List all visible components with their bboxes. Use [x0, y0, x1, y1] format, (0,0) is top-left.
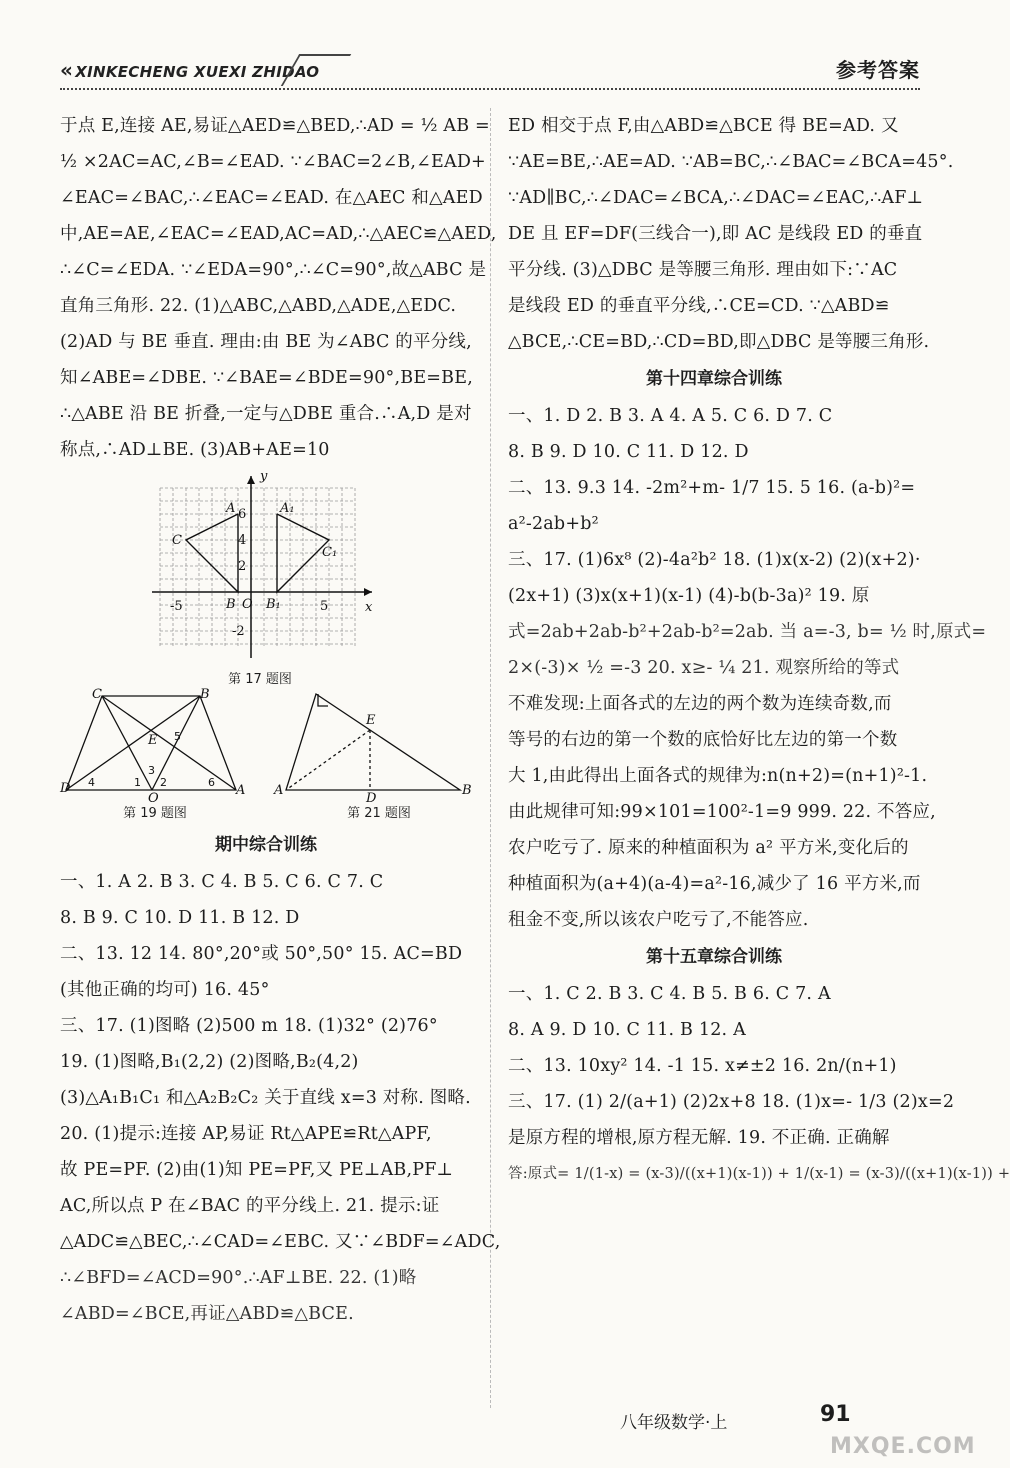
- point-label: C: [172, 533, 182, 548]
- text-line: 不难发现:上面各式的左边的两个数为连续奇数,而: [508, 694, 892, 714]
- text-line: ED 相交于点 F,由△ABD≌△BCE 得 BE=AD. 又: [508, 116, 899, 136]
- axis-x-label: x: [365, 600, 373, 615]
- tick-label: 4: [238, 533, 247, 548]
- point-label: C₁: [322, 545, 338, 560]
- angle-label: 1: [134, 776, 141, 789]
- text-line: 种植面积为(a+4)(a-4)=a²-16,减少了 16 平方米,而: [508, 874, 921, 894]
- text-line: 二、13. 12 14. 80°,20°或 50°,50° 15. AC=BD: [60, 944, 463, 964]
- text-line: 三、17. (1) 2/(a+1) (2)2x+8 18. (1)x=- 1/3 (2)x=2: [508, 1092, 955, 1112]
- point-label: B: [200, 687, 210, 702]
- text-line: 二、13. 10xy² 14. -1 15. x≠±2 16. 2n/(n+1): [508, 1056, 897, 1076]
- text-line: ∵AD∥BC,∴∠DAC=∠BCA,∴∠DAC=∠EAC,∴AF⊥: [508, 188, 924, 208]
- text-line: ∴∠C=∠EDA. ∵∠EDA=90°,∴∠C=90°,故△ABC 是: [60, 260, 487, 280]
- point-label: E: [148, 733, 158, 748]
- chapter-14-heading: 第十四章综合训练: [646, 369, 782, 389]
- text-line: 知∠ABE=∠DBE. ∵∠BAE=∠BDE=90°,BE=BE,: [60, 368, 473, 388]
- text-line: 是原方程的增根,原方程无解. 19. 不正确. 正确解: [508, 1128, 890, 1148]
- text-line: 8. A 9. D 10. C 11. B 12. A: [508, 1020, 746, 1040]
- angle-label: 4: [88, 776, 95, 789]
- left-column: [60, 108, 501, 1332]
- figure-21: [286, 694, 460, 790]
- text-line: 二、13. 9.3 14. -2m²+m- 1/7 15. 5 16. (a-b)²=: [508, 478, 916, 498]
- angle-label: 6: [208, 776, 215, 789]
- text-line: a²-2ab+b²: [508, 514, 599, 534]
- figures-19-21-drawings: [60, 687, 472, 806]
- series-title: « XINKECHENG XUEXI ZHIDAO: [60, 58, 319, 82]
- axis-y-label: y: [260, 469, 268, 484]
- tick-label: 2: [238, 559, 247, 574]
- text-line: 20. (1)提示:连接 AP,易证 Rt△APE≌Rt△APF,: [60, 1124, 432, 1144]
- text-line: 三、17. (1)图略 (2)500 m 18. (1)32° (2)76°: [60, 1016, 438, 1036]
- text-line: △ADC≌△BEC,∴∠CAD=∠EBC. 又∵∠BDF=∠ADC,: [60, 1232, 501, 1252]
- tick-label: 5: [320, 599, 329, 614]
- column-divider: [490, 108, 491, 1408]
- text-line: ½ ×2AC=AC,∠B=∠EAD. ∵∠BAC=2∠B,∠EAD+: [60, 152, 486, 172]
- point-label: A: [274, 783, 284, 798]
- text-line: (2x+1) (3)x(x+1)(x-1) (4)-b(b-3a)² 19. 原: [508, 586, 870, 606]
- point-label: B₁: [266, 597, 281, 612]
- text-line: 式=2ab+2ab-b²+2ab-b²=2ab. 当 a=-3, b= ½ 时,原式=: [508, 622, 987, 642]
- text-line: 三、17. (1)6x⁸ (2)-4a²b² 18. (1)x(x-2) (2)(x+2)·: [508, 550, 921, 570]
- figure-17-caption: 第 17 题图: [228, 672, 292, 687]
- page-header: [60, 52, 920, 90]
- point-label: B: [462, 783, 472, 798]
- text-line: 平分线. (3)△DBC 是等腰三角形. 理由如下:∵AC: [508, 260, 898, 280]
- figure-17-grid: [60, 468, 472, 668]
- text-line: (3)△A₁B₁C₁ 和△A₂B₂C₂ 关于直线 x=3 对称. 图略.: [60, 1088, 471, 1108]
- book-label: 八年级数学·上: [620, 1413, 728, 1433]
- text-line: 是线段 ED 的垂直平分线,∴CE=CD. ∵△ABD≌: [508, 296, 890, 316]
- text-line: 故 PE=PF. (2)由(1)知 PE=PF,又 PE⊥AB,PF⊥: [60, 1160, 454, 1180]
- text-line: 8. B 9. D 10. C 11. D 12. D: [508, 442, 749, 462]
- right-column: [508, 108, 1010, 1192]
- text-line: 一、1. D 2. B 3. A 4. A 5. C 6. D 7. C: [508, 406, 833, 426]
- text-line: 中,AE=AE,∠EAC=∠EAD,AC=AD,∴△AEC≌△AED,: [60, 224, 497, 244]
- text-line: 一、1. C 2. B 3. C 4. B 5. B 6. C 7. A: [508, 984, 831, 1004]
- figure-17: [60, 468, 472, 690]
- text-line: 由此规律可知:99×101=100²-1=9 999. 22. 不答应,: [508, 802, 936, 822]
- section-title: 参考答案: [836, 58, 920, 82]
- origin-label: O: [242, 597, 253, 612]
- figure-21-caption: 第 21 题图: [347, 806, 411, 821]
- point-label: E: [366, 713, 376, 728]
- text-line: (其他正确的均可) 16. 45°: [60, 980, 270, 1000]
- point-label: A₁: [280, 501, 295, 516]
- watermark-logo: [830, 1390, 980, 1460]
- page-number: 91: [820, 1402, 851, 1427]
- point-label: A: [226, 501, 236, 516]
- figure-19-caption: 第 19 题图: [123, 806, 187, 821]
- chapter-15-heading: 第十五章综合训练: [646, 947, 782, 967]
- text-line: AC,所以点 P 在∠BAC 的平分线上. 21. 提示:证: [60, 1196, 440, 1216]
- text-line: 一、1. A 2. B 3. C 4. B 5. C 6. C 7. C: [60, 872, 384, 892]
- point-label: D: [60, 781, 71, 796]
- tick-label: -2: [232, 624, 245, 639]
- point-label: C: [92, 687, 102, 702]
- text-line: ∠EAC=∠BAC,∴∠EAC=∠EAD. 在△AEC 和△AED: [60, 188, 483, 208]
- text-line: 8. B 9. C 10. D 11. B 12. D: [60, 908, 300, 928]
- text-line: 于点 E,连接 AE,易证△AED≌△BED,∴AD = ½ AB =: [60, 116, 490, 136]
- text-line: 租金不变,所以该农户吃亏了,不能答应.: [508, 910, 809, 930]
- text-line: 2×(-3)× ½ =-3 20. x≥- ¼ 21. 观察所给的等式: [508, 658, 900, 678]
- text-line: 19. (1)图略,B₁(2,2) (2)图略,B₂(4,2): [60, 1052, 359, 1072]
- text-line: ∠ABD=∠BCE,再证△ABD≌△BCE.: [60, 1304, 354, 1324]
- tick-label: 6: [238, 507, 247, 522]
- tick-label: -5: [170, 599, 183, 614]
- text-line: ∴△ABE 沿 BE 折叠,一定与△DBE 重合.∴A,D 是对: [60, 404, 472, 424]
- text-line: ∵AE=BE,∴AE=AD. ∵AB=BC,∴∠BAC=∠BCA=45°.: [508, 152, 954, 172]
- text-line: 农户吃亏了. 原来的种植面积为 a² 平方米,变化后的: [508, 838, 909, 858]
- midterm-heading: 期中综合训练: [215, 835, 317, 855]
- angle-label: 3: [148, 764, 155, 777]
- text-line: ∴∠BFD=∠ACD=90°.∴AF⊥BE. 22. (1)略: [60, 1268, 417, 1288]
- text-line: 称点,∴AD⊥BE. (3)AB+AE=10: [60, 440, 330, 460]
- point-label: D: [366, 791, 377, 806]
- text-line: 等号的右边的第一个数的底恰好比左边的第一个数: [508, 730, 898, 750]
- watermark-text: MXQE.COM: [830, 1434, 976, 1459]
- figures-19-21: [60, 687, 472, 826]
- angle-label: 2: [160, 776, 167, 789]
- point-label: A: [236, 783, 246, 798]
- angle-label: 5: [174, 730, 181, 743]
- text-line: 答:原式= 1/(1-x) = (x-3)/((x+1)(x-1)) + 1/(x-1) = (x-3)/((x+1)(x-1)) +: [508, 1166, 1010, 1182]
- text-line: (2)AD 与 BE 垂直. 理由:由 BE 为∠ABC 的平分线,: [60, 332, 472, 352]
- text-line: △BCE,∴CE=BD,∴CD=BD,即△DBC 是等腰三角形.: [508, 332, 930, 352]
- text-line: 直角三角形. 22. (1)△ABC,△ABD,△ADE,△EDC.: [60, 296, 457, 316]
- point-label: B: [226, 597, 236, 612]
- point-label: O: [148, 791, 159, 806]
- text-line: DE 且 EF=DF(三线合一),即 AC 是线段 ED 的垂直: [508, 224, 923, 244]
- text-line: 大 1,由此得出上面各式的规律为:n(n+2)=(n+1)²-1.: [508, 766, 928, 786]
